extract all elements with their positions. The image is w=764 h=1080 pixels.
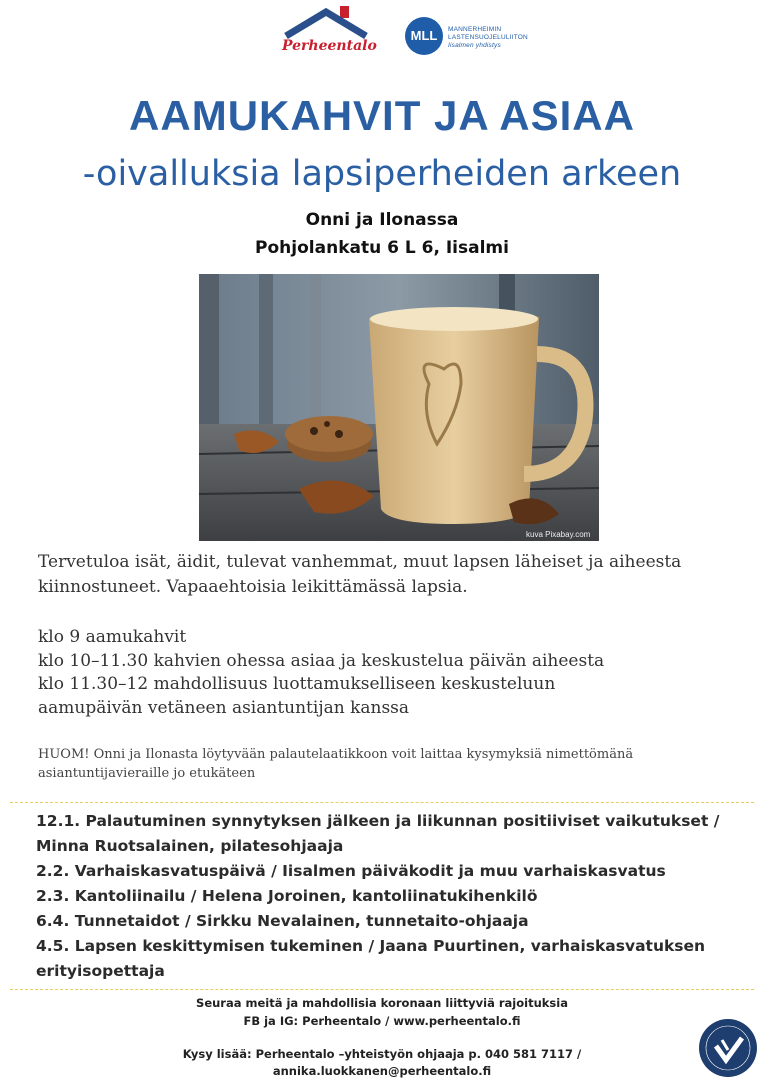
- footer-contact: Kysy lisää: Perheentalo –yhteistyön ohjaaja p. 040 581 7117 /: [182, 1047, 582, 1061]
- topics-box: [10, 802, 754, 990]
- page-subtitle: -oivalluksia lapsiperheiden arkeen: [82, 154, 682, 194]
- list-item: 2.2. Varhaiskasvatuspäivä / Iisalmen päiväkodit ja muu varhaiskasvatus: [36, 862, 666, 880]
- schedule-line: klo 11.30–12 mahdollisuus luottamukselliseen keskusteluun: [38, 674, 556, 694]
- mll-logo: MLL: [405, 17, 443, 55]
- list-item: 4.5. Lapsen keskittymisen tukeminen / Jaana Puurtinen, varhaiskasvatuksen erityisopettaja: [36, 937, 706, 980]
- footer-email: annika.luokkanen@perheentalo.fi: [272, 1064, 492, 1078]
- note-text: HUOM! Onni ja Ilonasta löytyvään palautelaatikkoon voit laittaa kysymyksiä nimettömänä asiantuntijavieraille jo etukäteen: [38, 747, 634, 781]
- list-item: 12.1. Palautuminen synnytyksen jälkeen ja liikunnan positiiviset vaikutukset / Minna Ruotsalainen, pilatesohjaaja: [36, 812, 720, 855]
- schedule-line: klo 9 aamukahvit: [38, 627, 187, 647]
- topic-list: [36, 809, 736, 984]
- perheentalo-logo-text: Perheentalo: [282, 38, 377, 54]
- schedule-line: klo 10–11.30 kahvien ohessa asiaa ja keskustelua päivän aiheesta: [38, 650, 605, 671]
- photo-credit: kuva Pixabay.com: [526, 530, 591, 539]
- location-address: Pohjolankatu 6 L 6, Iisalmi: [255, 238, 509, 258]
- location-name: Onni ja Ilonassa: [305, 210, 459, 230]
- page-title: AAMUKAHVIT JA ASIAA: [129, 92, 635, 139]
- coffee-mug-photo: [199, 274, 599, 541]
- list-item: 6.4. Tunnetaidot / Sirkku Nevalainen, tunnetaito-ohjaaja: [36, 912, 529, 930]
- intro-text: Tervetuloa isät, äidit, tulevat vanhemmat, muut lapsen läheiset ja aiheesta kiinnostuneet. Vapaaehtoisia leikittämässä lapsia.: [38, 552, 682, 597]
- tuettu-perheen-tukipiste-badge: [698, 1018, 758, 1078]
- schedule: [38, 626, 738, 720]
- footer-social: FB ja IG: Perheentalo / www.perheentalo.fi: [243, 1014, 521, 1028]
- footer-follow: Seuraa meitä ja mahdollisia koronaan liittyviä rajoituksia: [196, 996, 568, 1010]
- list-item: 2.3. Kantoliinailu / Helena Joroinen, kantoliinatukihenkilö: [36, 887, 538, 905]
- schedule-line: aamupäivän vetäneen asiantuntijan kanssa: [38, 697, 410, 718]
- logo-bar: [0, 0, 764, 70]
- mll-logo-text: MANNERHEIMIN LASTENSUOJELULIITON Iisalmen yhdistys: [448, 26, 528, 49]
